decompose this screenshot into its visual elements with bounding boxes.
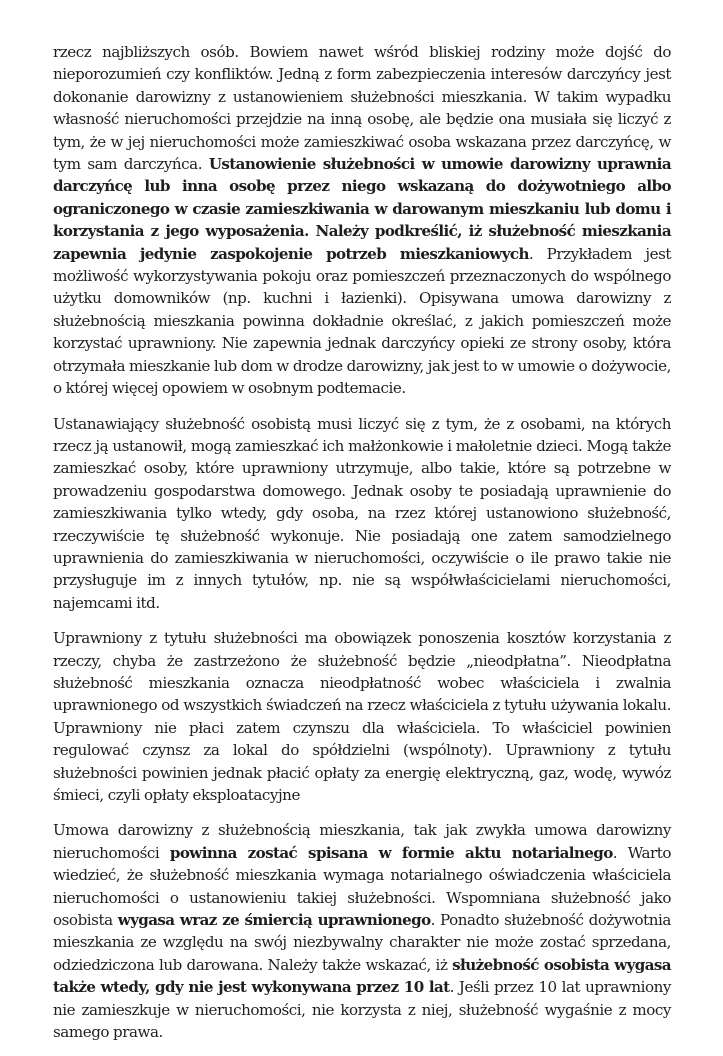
paragraph (53, 627, 671, 806)
bold-text-run: Ustanowienie służebności w umowie darowizny uprawnia darczyńcę lub inna osobę przez niego wskazaną do dożywotniego albo ograniczonego w czasie zamieszkiwania w darowanym mieszkaniu lub domu i korzystania z jego wyposażenia. Należy podkreślić, iż służebność mieszkania zapewnia jedynie zaspokojenie potrzeb mieszkaniowych (53, 155, 671, 263)
text-run: rzecz najbliższych osób. Bowiem nawet wśród bliskiej rodziny może dojść do nieporozumień czy konfliktów. Jedną z form zabezpieczenia interesów darczyńcy jest dokonanie darowizny z ustanowieniem służebności mieszkania. W takim wypadku własność nieruchomości przejdzie na inną osobę, ale będzie ona musiała się liczyć z tym, że w jej nieruchomości może zamieszkiwać osoba wskazana przez darczyńcę, w tym sam darczyńca. (53, 43, 671, 174)
text-run: Uprawniony z tytułu służebności ma obowiązek ponoszenia kosztów korzystania z rzeczy, chyba że zastrzeżono że służebność będzie „nieodpłatna”. Nieodpłatna służebność mieszkania oznacza nieodpłatność wobec właściciela i zwalnia uprawnionego od wszystkich świadczeń na rzecz właściciela z tytułu używania lokalu. Uprawniony nie płaci zatem czynszu dla właściciela. To właściciel powinien regulować czynsz za lokal do spółdzielni (wspólnoty). Uprawniony z tytułu służebności powinien jednak płacić opłaty za energię elektryczną, gaz, wodę, wywóz śmieci, czyli opłaty eksploatacyjne (53, 629, 671, 804)
text-run: . Przykładem jest możliwość wykorzystywania pokoju oraz pomieszczeń przeznaczonych do wspólnego użytku domowników (np. kuchni i łazienki). Opisywana umowa darowizny z służebnością mieszkania powinna dokładnie określać, z jakich pomieszczeń może korzystać uprawniony. Nie zapewnia jednak darczyńcy opieki ze strony osoby, która otrzymała mieszkanie lub dom w drodze darowizny, jak jest to w umowie o dożywocie, o której więcej opowiem w osobnym podtemacie. (53, 244, 671, 398)
paragraph (53, 41, 671, 400)
bold-text-run: powinna zostać spisana w formie aktu notarialnego (169, 843, 613, 862)
bold-text-run: służebność osobista wygasa także wtedy, gdy nie jest wykonywana przez 10 lat (53, 955, 671, 997)
text-run: Umowa darowizny z służebnością mieszkania, tak jak zwykła umowa darowizny nieruchomości (53, 821, 671, 862)
document-page (53, 41, 671, 1056)
bold-text-run: wygasa wraz ze śmiercią uprawnionego (117, 911, 431, 930)
paragraph (53, 413, 671, 615)
text-run: . Ponadto służebność dożywotnia mieszkania ze względu na swój niezbywalny charakter nie może zostać sprzedana, odziedziczona lub darowana. Należy także wskazać, iż (53, 911, 671, 974)
text-run: . Warto wiedzieć, że służebność mieszkania wymaga notarialnego oświadczenia właściciela nieruchomości o ustanowieniu takiej służebności. Wspomniana służebność jako osobista (53, 843, 672, 930)
paragraph (53, 819, 671, 1043)
text-run: Ustanawiający służebność osobistą musi liczyć się z tym, że z osobami, na których rzecz ją ustanowił, mogą zamieszkać ich małżonkowie i małoletnie dzieci. Mogą także zamieszkać osoby, które uprawniony utrzymuje, albo takie, które są potrzebne w prowadzeniu gospodarstwa domowego. Jednak osoby te posiadają uprawnienie do zamieszkiwania tylko wtedy, gdy osoba, na rzez której ustanowiono służebność, rzeczywiście tę służebność wykonuje. Nie posiadają one zatem samodzielnego uprawnienia do zamieszkiwania w nieruchomości, oczywiście o ile prawo takie nie przysługuje im z innych tytułów, np. nie są współwłaścicielami nieruchomości, najemcami itd. (53, 414, 671, 612)
text-run: . Jeśli przez 10 lat uprawniony nie zamieszkuje w nieruchomości, nie korzysta z niej, służebność wygaśnie z mocy samego prawa. (53, 978, 671, 1042)
